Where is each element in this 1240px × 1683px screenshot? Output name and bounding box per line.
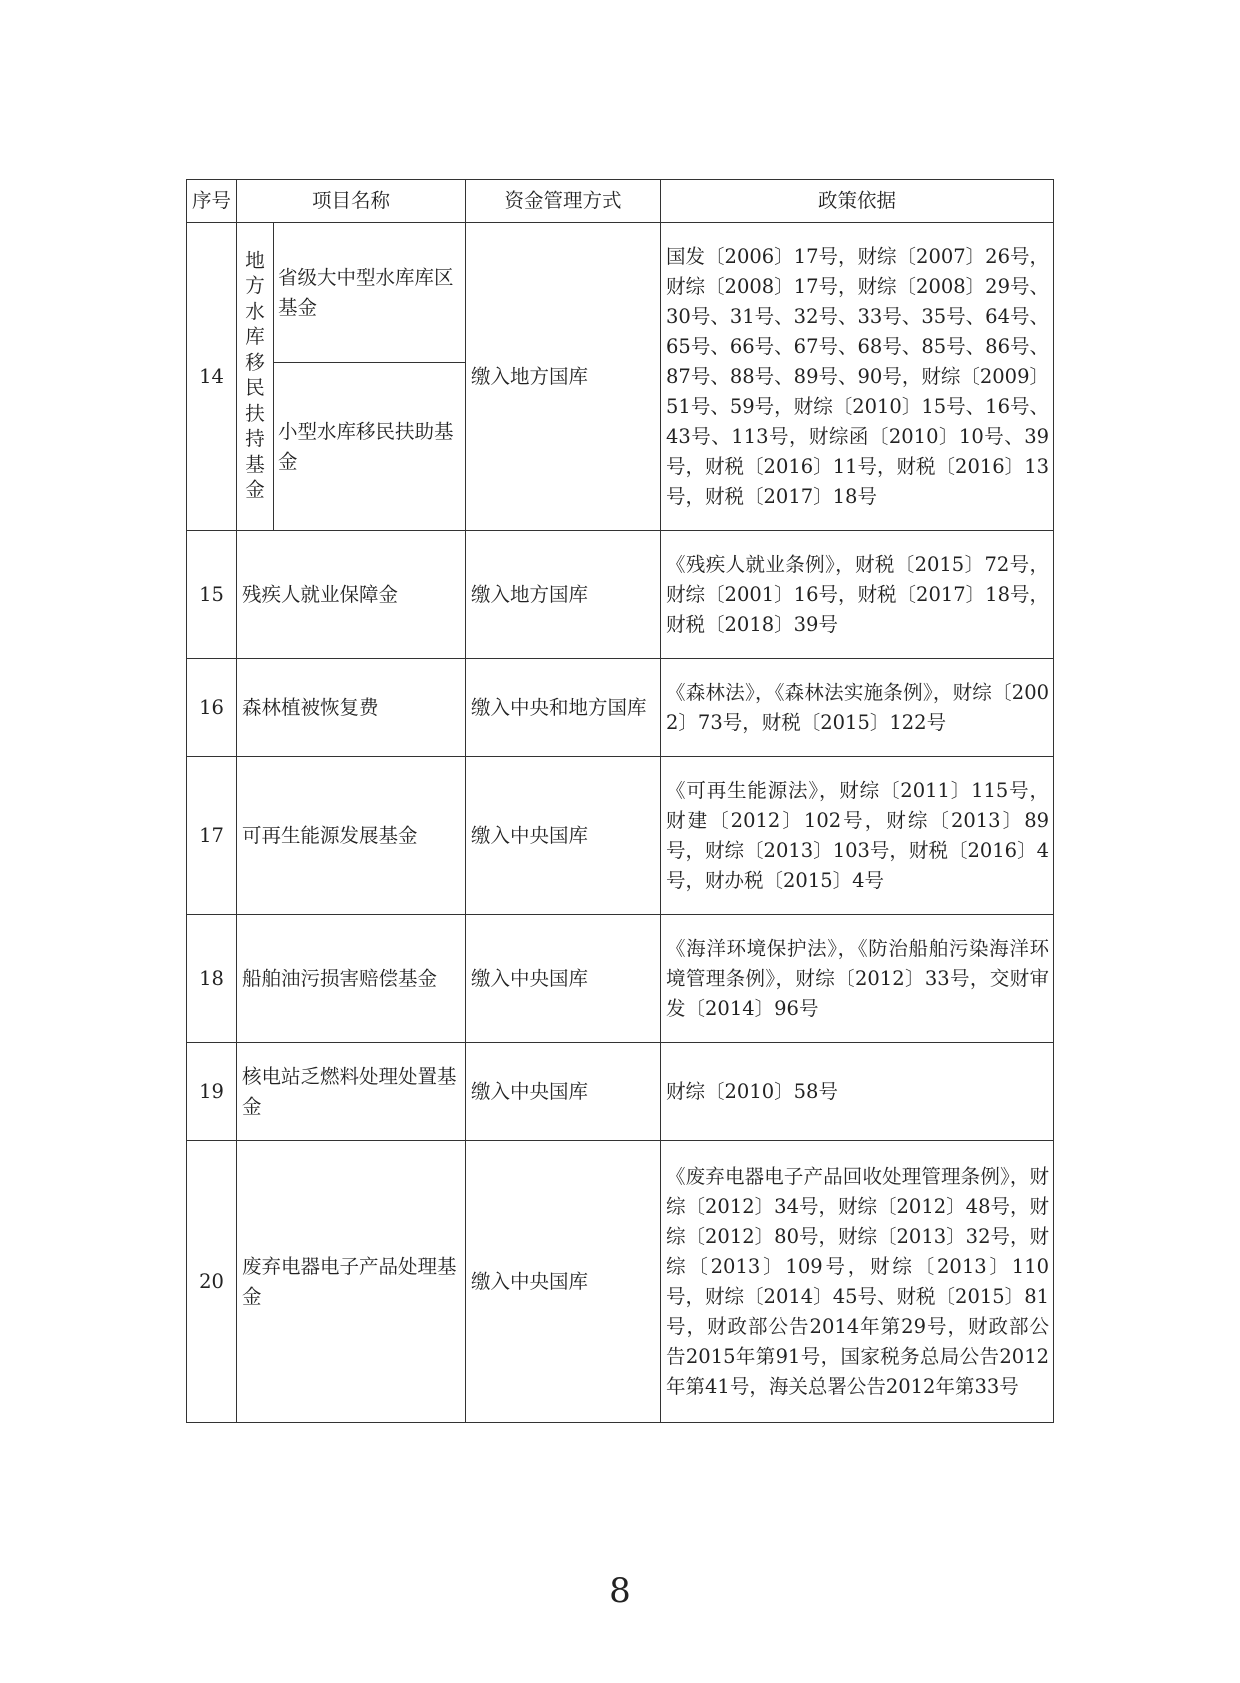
row-method: 缴入中央国库	[466, 1141, 661, 1423]
row-method: 缴入中央国库	[466, 1043, 661, 1141]
row-policy: 国发〔2006〕17号，财综〔2007〕26号，财综〔2008〕17号，财综〔2008〕29号、30号、31号、32号、33号、35号、64号、65号、66号、67号、68号、85号、86号、87号、88号、89号、90号，财综〔2009〕51号、59号，财综〔2010〕15号、16号、43号、113号，财综函〔2010〕10号、39号，财税〔2016〕11号，财税〔2016〕13号，财税〔2017〕18号	[661, 223, 1054, 531]
table-header-row	[187, 180, 1054, 223]
row-method: 缴入地方国库	[466, 531, 661, 659]
subitem-name: 省级大中型水库库区基金	[274, 223, 466, 363]
table-row	[187, 1043, 1054, 1141]
row-seq: 15	[187, 531, 237, 659]
row-policy: 《残疾人就业条例》，财税〔2015〕72号，财综〔2001〕16号，财税〔2017〕18号，财税〔2018〕39号	[661, 531, 1054, 659]
header-seq: 序号	[187, 180, 237, 223]
row-name: 森林植被恢复费	[237, 659, 466, 757]
row-method: 缴入中央国库	[466, 915, 661, 1043]
row-seq: 20	[187, 1141, 237, 1423]
table-row	[187, 659, 1054, 757]
row-method: 缴入地方国库	[466, 223, 661, 531]
group-name: 地方水库移民扶持基金	[245, 248, 265, 502]
row-policy: 《废弃电器电子产品回收处理管理条例》，财综〔2012〕34号，财综〔2012〕48号，财综〔2012〕80号，财综〔2013〕32号，财综〔2013〕109号，财综〔2013〕110号，财综〔2014〕45号、财税〔2015〕81号，财政部公告2014年第29号，财政部公告2015年第91号，国家税务总局公告2012年第41号，海关总署公告2012年第33号	[661, 1141, 1054, 1423]
table-row	[187, 915, 1054, 1043]
row-policy: 财综〔2010〕58号	[661, 1043, 1054, 1141]
row-policy: 《森林法》，《森林法实施条例》，财综〔2002〕73号，财税〔2015〕122号	[661, 659, 1054, 757]
row-name: 可再生能源发展基金	[237, 757, 466, 915]
table-row	[187, 531, 1054, 659]
row-seq: 17	[187, 757, 237, 915]
row-seq: 14	[187, 223, 237, 531]
header-method: 资金管理方式	[466, 180, 661, 223]
row-seq: 16	[187, 659, 237, 757]
page-number: 8	[609, 1571, 631, 1611]
fund-table	[186, 179, 1054, 1423]
row-policy: 《可再生能源法》，财综〔2011〕115号，财建〔2012〕102号，财综〔2013〕89号，财综〔2013〕103号，财税〔2016〕4号，财办税〔2015〕4号	[661, 757, 1054, 915]
row-seq: 18	[187, 915, 237, 1043]
header-name: 项目名称	[237, 180, 466, 223]
row-policy: 《海洋环境保护法》，《防治船舶污染海洋环境管理条例》，财综〔2012〕33号，交财审发〔2014〕96号	[661, 915, 1054, 1043]
row-seq: 19	[187, 1043, 237, 1141]
row-name: 残疾人就业保障金	[237, 531, 466, 659]
table-row	[187, 757, 1054, 915]
table-row	[187, 223, 1054, 363]
table-row	[187, 1141, 1054, 1423]
group-name-cell	[237, 223, 274, 531]
row-name: 船舶油污损害赔偿基金	[237, 915, 466, 1043]
row-method: 缴入中央国库	[466, 757, 661, 915]
row-name: 废弃电器电子产品处理基金	[237, 1141, 466, 1423]
header-policy: 政策依据	[661, 180, 1054, 223]
subitem-name: 小型水库移民扶助基金	[274, 363, 466, 531]
row-method: 缴入中央和地方国库	[466, 659, 661, 757]
row-name: 核电站乏燃料处理处置基金	[237, 1043, 466, 1141]
